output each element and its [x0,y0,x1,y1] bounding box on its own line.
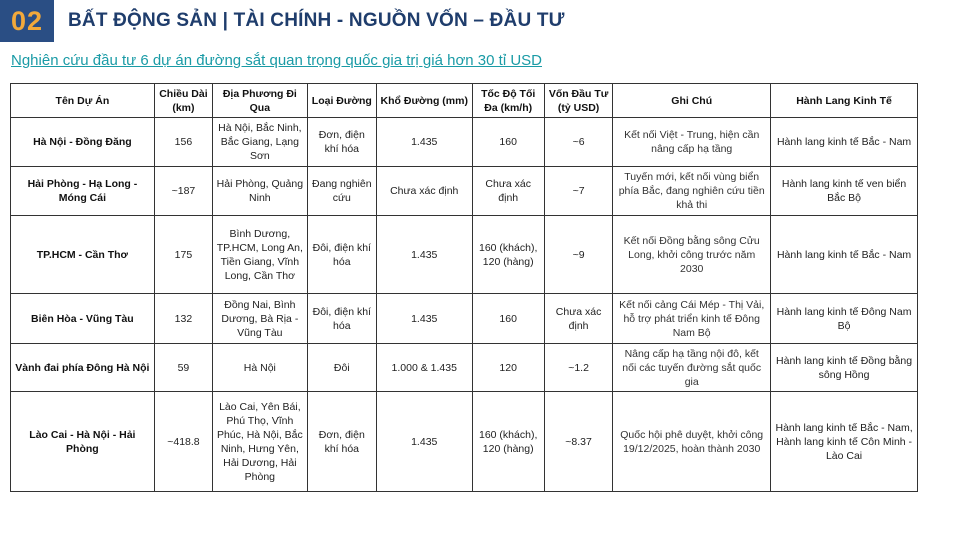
cell-track-type: Đang nghiên cứu [307,167,376,216]
cell-localities: Hải Phòng, Quảng Ninh [213,167,308,216]
table-row [11,294,918,344]
table-row [11,216,918,294]
cell-max-speed: 160 (khách), 120 (hàng) [472,392,544,492]
cell-localities: Lào Cai, Yên Bái, Phú Thọ, Vĩnh Phúc, Hà Nội, Bắc Ninh, Hưng Yên, Hải Dương, Hải Phòng [213,392,308,492]
cell-note: Kết nối Đồng bằng sông Cửu Long, khởi công trước năm 2030 [613,216,771,294]
cell-economic-corridor: Hành lang kinh tế Bắc - Nam, Hành lang kinh tế Côn Minh - Lào Cai [771,392,918,492]
header-project-name: Tên Dự Án [11,84,155,118]
railway-projects-table [10,83,918,492]
cell-gauge: 1.000 & 1.435 [376,344,472,392]
cell-capital: ~6 [544,118,612,167]
cell-localities: Bình Dương, TP.HCM, Long An, Tiền Giang, Vĩnh Long, Cần Thơ [213,216,308,294]
cell-project-name: Hà Nội - Đồng Đăng [11,118,155,167]
cell-localities: Hà Nội, Bắc Ninh, Bắc Giang, Lạng Sơn [213,118,308,167]
cell-project-name: Vành đai phía Đông Hà Nội [11,344,155,392]
header-length: Chiều Dài (km) [154,84,212,118]
header-note: Ghi Chú [613,84,771,118]
cell-length: 156 [154,118,212,167]
cell-max-speed: 160 [472,118,544,167]
cell-note: Kết nối cảng Cái Mép - Thị Vải, hỗ trợ phát triển kinh tế Đông Nam Bộ [613,294,771,344]
cell-note: Quốc hội phê duyệt, khởi công 19/12/2025, hoàn thành 2030 [613,392,771,492]
cell-economic-corridor: Hành lang kinh tế ven biển Bắc Bộ [771,167,918,216]
cell-gauge: 1.435 [376,392,472,492]
cell-length: ~418.8 [154,392,212,492]
cell-project-name: TP.HCM - Cần Thơ [11,216,155,294]
cell-note: Tuyến mới, kết nối vùng biển phía Bắc, đang nghiên cứu tiền khả thi [613,167,771,216]
subtitle-link[interactable]: Nghiên cứu đầu tư 6 dự án đường sắt quan trọng quốc gia trị giá hơn 30 tỉ USD [11,52,542,69]
header-track-type: Loại Đường [307,84,376,118]
cell-length: 132 [154,294,212,344]
cell-track-type: Đôi, điện khí hóa [307,216,376,294]
table-header-row [11,84,918,118]
cell-track-type: Đơn, điện khí hóa [307,392,376,492]
header-localities: Địa Phương Đi Qua [213,84,308,118]
cell-note: Nâng cấp hạ tầng nội đô, kết nối các tuyến đường sắt quốc gia [613,344,771,392]
cell-max-speed: 160 (khách), 120 (hàng) [472,216,544,294]
cell-track-type: Đơn, điện khí hóa [307,118,376,167]
cell-track-type: Đôi, điện khí hóa [307,294,376,344]
cell-project-name: Biên Hòa - Vũng Tàu [11,294,155,344]
cell-length: 175 [154,216,212,294]
table-row [11,118,918,167]
cell-capital: ~1.2 [544,344,612,392]
cell-length: 59 [154,344,212,392]
cell-max-speed: 120 [472,344,544,392]
header-max-speed: Tốc Độ Tối Đa (km/h) [472,84,544,118]
cell-economic-corridor: Hành lang kinh tế Đông Nam Bộ [771,294,918,344]
cell-gauge: 1.435 [376,216,472,294]
cell-length: ~187 [154,167,212,216]
cell-max-speed: 160 [472,294,544,344]
cell-capital: ~8.37 [544,392,612,492]
table-row [11,344,918,392]
cell-economic-corridor: Hành lang kinh tế Bắc - Nam [771,118,918,167]
cell-note: Kết nối Việt - Trung, hiện cần nâng cấp hạ tầng [613,118,771,167]
cell-capital: Chưa xác định [544,294,612,344]
cell-gauge: Chưa xác định [376,167,472,216]
cell-project-name: Hải Phòng - Hạ Long - Móng Cái [11,167,155,216]
header-gauge: Khổ Đường (mm) [376,84,472,118]
cell-gauge: 1.435 [376,294,472,344]
table-row [11,392,918,492]
cell-track-type: Đôi [307,344,376,392]
header-economic-corridor: Hành Lang Kinh Tế [771,84,918,118]
cell-max-speed: Chưa xác định [472,167,544,216]
section-number-badge: 02 [0,0,54,42]
cell-economic-corridor: Hành lang kinh tế Bắc - Nam [771,216,918,294]
header-capital: Vốn Đầu Tư (tỷ USD) [544,84,612,118]
cell-project-name: Lào Cai - Hà Nội - Hải Phòng [11,392,155,492]
table-row [11,167,918,216]
cell-localities: Hà Nội [213,344,308,392]
cell-capital: ~9 [544,216,612,294]
cell-capital: ~7 [544,167,612,216]
cell-localities: Đồng Nai, Bình Dương, Bà Rịa - Vũng Tàu [213,294,308,344]
page-title: BẤT ĐỘNG SẢN | TÀI CHÍNH - NGUỒN VỐN – ĐẦU TƯ [68,10,565,31]
cell-economic-corridor: Hành lang kinh tế Đồng bằng sông Hồng [771,344,918,392]
cell-gauge: 1.435 [376,118,472,167]
